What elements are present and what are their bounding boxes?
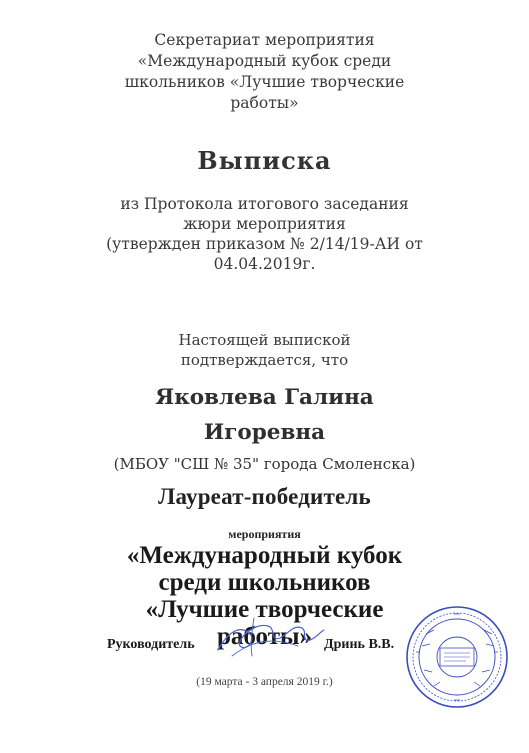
award-title: Лауреат-победитель	[158, 484, 371, 509]
official-stamp-icon	[404, 604, 510, 710]
confirmation-line: подтверждается, что	[180, 351, 349, 369]
confirmation-text	[0, 330, 529, 370]
event-name-line: работы»	[216, 623, 313, 650]
recipient-name-line: Игоревна	[203, 420, 326, 445]
document-title: Выписка	[197, 146, 332, 175]
secretariat-line: Секретариат мероприятия	[154, 31, 375, 49]
event-name-line: «Международный кубок	[126, 542, 403, 569]
recipient-name	[0, 380, 529, 450]
protocol-line: (утвержден приказом № 2/14/19-АИ от	[106, 235, 423, 253]
head-name: Дринь В.В.	[324, 637, 395, 652]
secretariat-header	[0, 30, 529, 114]
event-dates: (19 марта - 3 апреля 2019 г.)	[196, 676, 333, 688]
secretariat-line: работы»	[230, 94, 299, 112]
event-name-line: среди школьников	[158, 569, 371, 596]
confirmation-line: Настоящей выпиской	[178, 331, 351, 349]
secretariat-line: школьников «Лучшие творческие	[124, 73, 405, 91]
protocol-line: 04.04.2019г.	[213, 255, 316, 273]
secretariat-line: «Международный кубок среди	[137, 52, 392, 70]
event-name-line: «Лучшие творческие	[145, 596, 384, 623]
event-label: мероприятия	[228, 527, 301, 541]
protocol-line: из Протокола итогового заседания	[120, 195, 409, 213]
recipient-name-line: Яковлева Галина	[155, 385, 374, 410]
recipient-school: (МБОУ "СШ № 35" города Смоленска)	[113, 455, 416, 473]
protocol-line: жюри мероприятия	[183, 215, 346, 233]
signature-icon	[210, 612, 330, 662]
head-label: Руководитель	[107, 637, 195, 652]
protocol-reference	[0, 194, 529, 274]
